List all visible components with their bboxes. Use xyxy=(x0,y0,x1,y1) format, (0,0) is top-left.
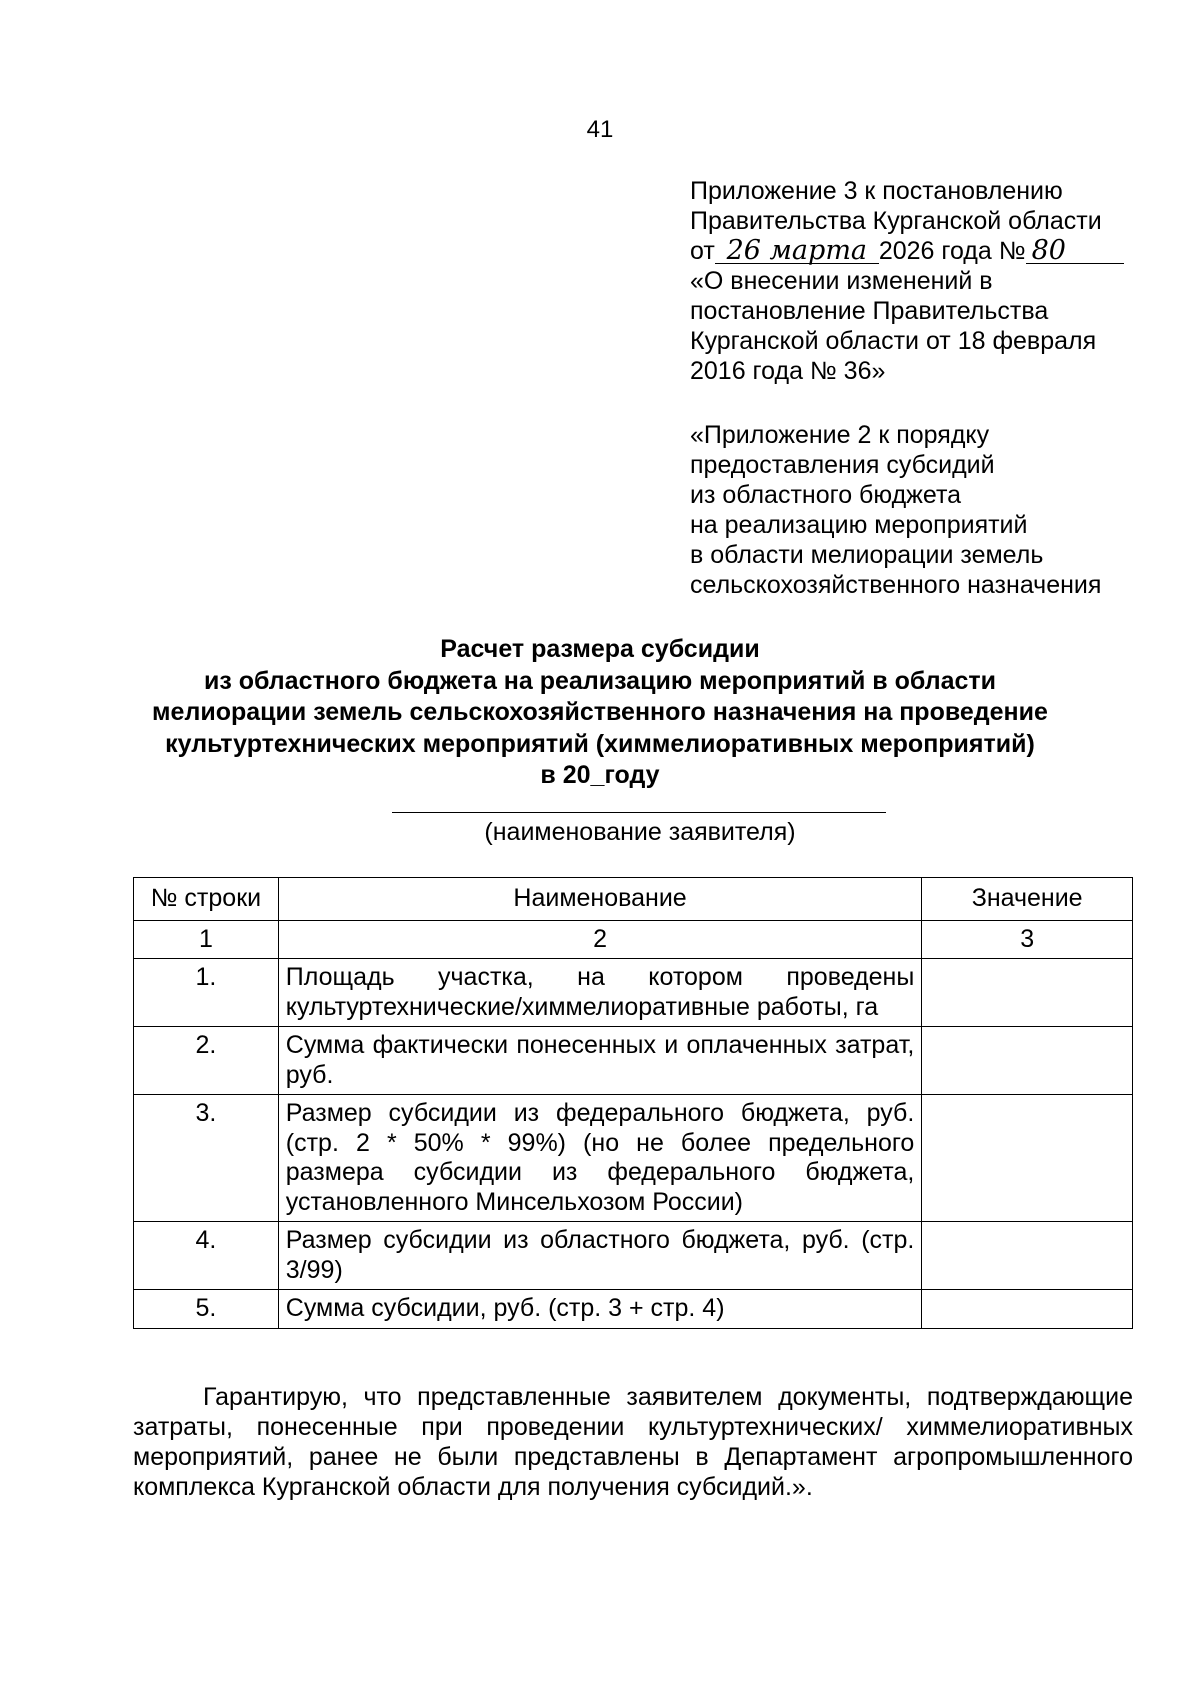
title-line: мелиорации земель сельскохозяйственного назначения на проведение xyxy=(152,698,1048,726)
row-number: 5. xyxy=(134,1290,279,1329)
table-row xyxy=(134,1027,1133,1095)
appendix-line: постановление Правительства xyxy=(690,297,1049,325)
table-row xyxy=(134,1290,1133,1329)
appendix2-line: из областного бюджета xyxy=(690,481,962,509)
title-line: культуртехнических мероприятий (химмелиоративных мероприятий) xyxy=(165,729,1035,758)
row-name: Площадь участка, на котором проведены культуртехнические/химмелиоративные работы, га xyxy=(278,959,922,1027)
header-row-number: № строки xyxy=(134,878,279,921)
appendix-line: Приложение 3 к постановлению xyxy=(690,177,1063,205)
row-value xyxy=(922,1290,1133,1329)
table-header-row xyxy=(134,878,1133,921)
appendix-line: Правительства Курганской области xyxy=(690,207,1102,235)
index-cell: 2 xyxy=(278,920,922,959)
row-number: 2. xyxy=(134,1027,279,1095)
appendix2-line: предоставления субсидий xyxy=(690,451,995,479)
appendix-header xyxy=(690,176,1160,386)
applicant-name-blank xyxy=(392,812,886,813)
table-row xyxy=(134,1222,1133,1290)
guarantee-paragraph: Гарантирую, что представленные заявителем документы, подтверждающие затраты, понесенные при проведении культуртехнических/ химмелиоративных мероприятий, ранее не были представлены в Департамент агропромышленного комплекса Курганской области для получения субсидий.». xyxy=(133,1383,1133,1501)
table-row xyxy=(134,959,1133,1027)
document-title xyxy=(100,634,1100,792)
appendix2-line: на реализацию мероприятий xyxy=(690,511,1028,539)
table-index-row xyxy=(134,920,1133,959)
row-name: Размер субсидии из областного бюджета, руб. (стр. 3/99) xyxy=(278,1222,922,1290)
row-name: Сумма субсидии, руб. (стр. 3 + стр. 4) xyxy=(278,1290,922,1329)
title-line: Расчет размера субсидии xyxy=(440,635,760,663)
appendix2-line: в области мелиорации земель xyxy=(690,541,1044,569)
header-name: Наименование xyxy=(278,878,922,921)
row-number: 4. xyxy=(134,1222,279,1290)
appendix-2-header xyxy=(690,420,1160,600)
table-row xyxy=(134,1095,1133,1222)
row-value xyxy=(922,1027,1133,1095)
appendix-line: 2016 года № 36» xyxy=(690,357,886,385)
appendix-date-line xyxy=(690,236,1160,266)
header-value: Значение xyxy=(922,878,1133,921)
index-cell: 3 xyxy=(922,920,1133,959)
calculation-table xyxy=(133,877,1133,1329)
row-value xyxy=(922,959,1133,1027)
row-number: 3. xyxy=(134,1095,279,1222)
index-cell: 1 xyxy=(134,920,279,959)
row-value xyxy=(922,1222,1133,1290)
row-number: 1. xyxy=(134,959,279,1027)
date-year: 2026 года № xyxy=(878,237,1026,265)
page-number: 41 xyxy=(586,116,614,143)
applicant-caption: (наименование заявителя) xyxy=(484,818,796,846)
row-name: Сумма фактически понесенных и оплаченных затрат, руб. xyxy=(278,1027,922,1095)
appendix-line: «О внесении изменений в xyxy=(690,267,993,295)
appendix-line: Курганской области от 18 февраля xyxy=(690,327,1097,355)
title-line: в 20_году xyxy=(540,761,660,789)
appendix2-line: «Приложение 2 к порядку xyxy=(690,421,990,449)
handwritten-date: 26 марта xyxy=(715,239,879,264)
row-name: Размер субсидии из федерального бюджета, руб. (стр. 2 * 50% * 99%) (но не более предельного размера субсидии из федерального бюджета, установленного Минсельхозом России) xyxy=(278,1095,922,1222)
appendix2-line: сельскохозяйственного назначения xyxy=(690,571,1102,599)
row-value xyxy=(922,1095,1133,1222)
handwritten-number: 80 xyxy=(1026,239,1124,264)
title-line: из областного бюджета на реализацию мероприятий в области xyxy=(203,666,997,695)
date-prefix: от xyxy=(690,237,715,265)
